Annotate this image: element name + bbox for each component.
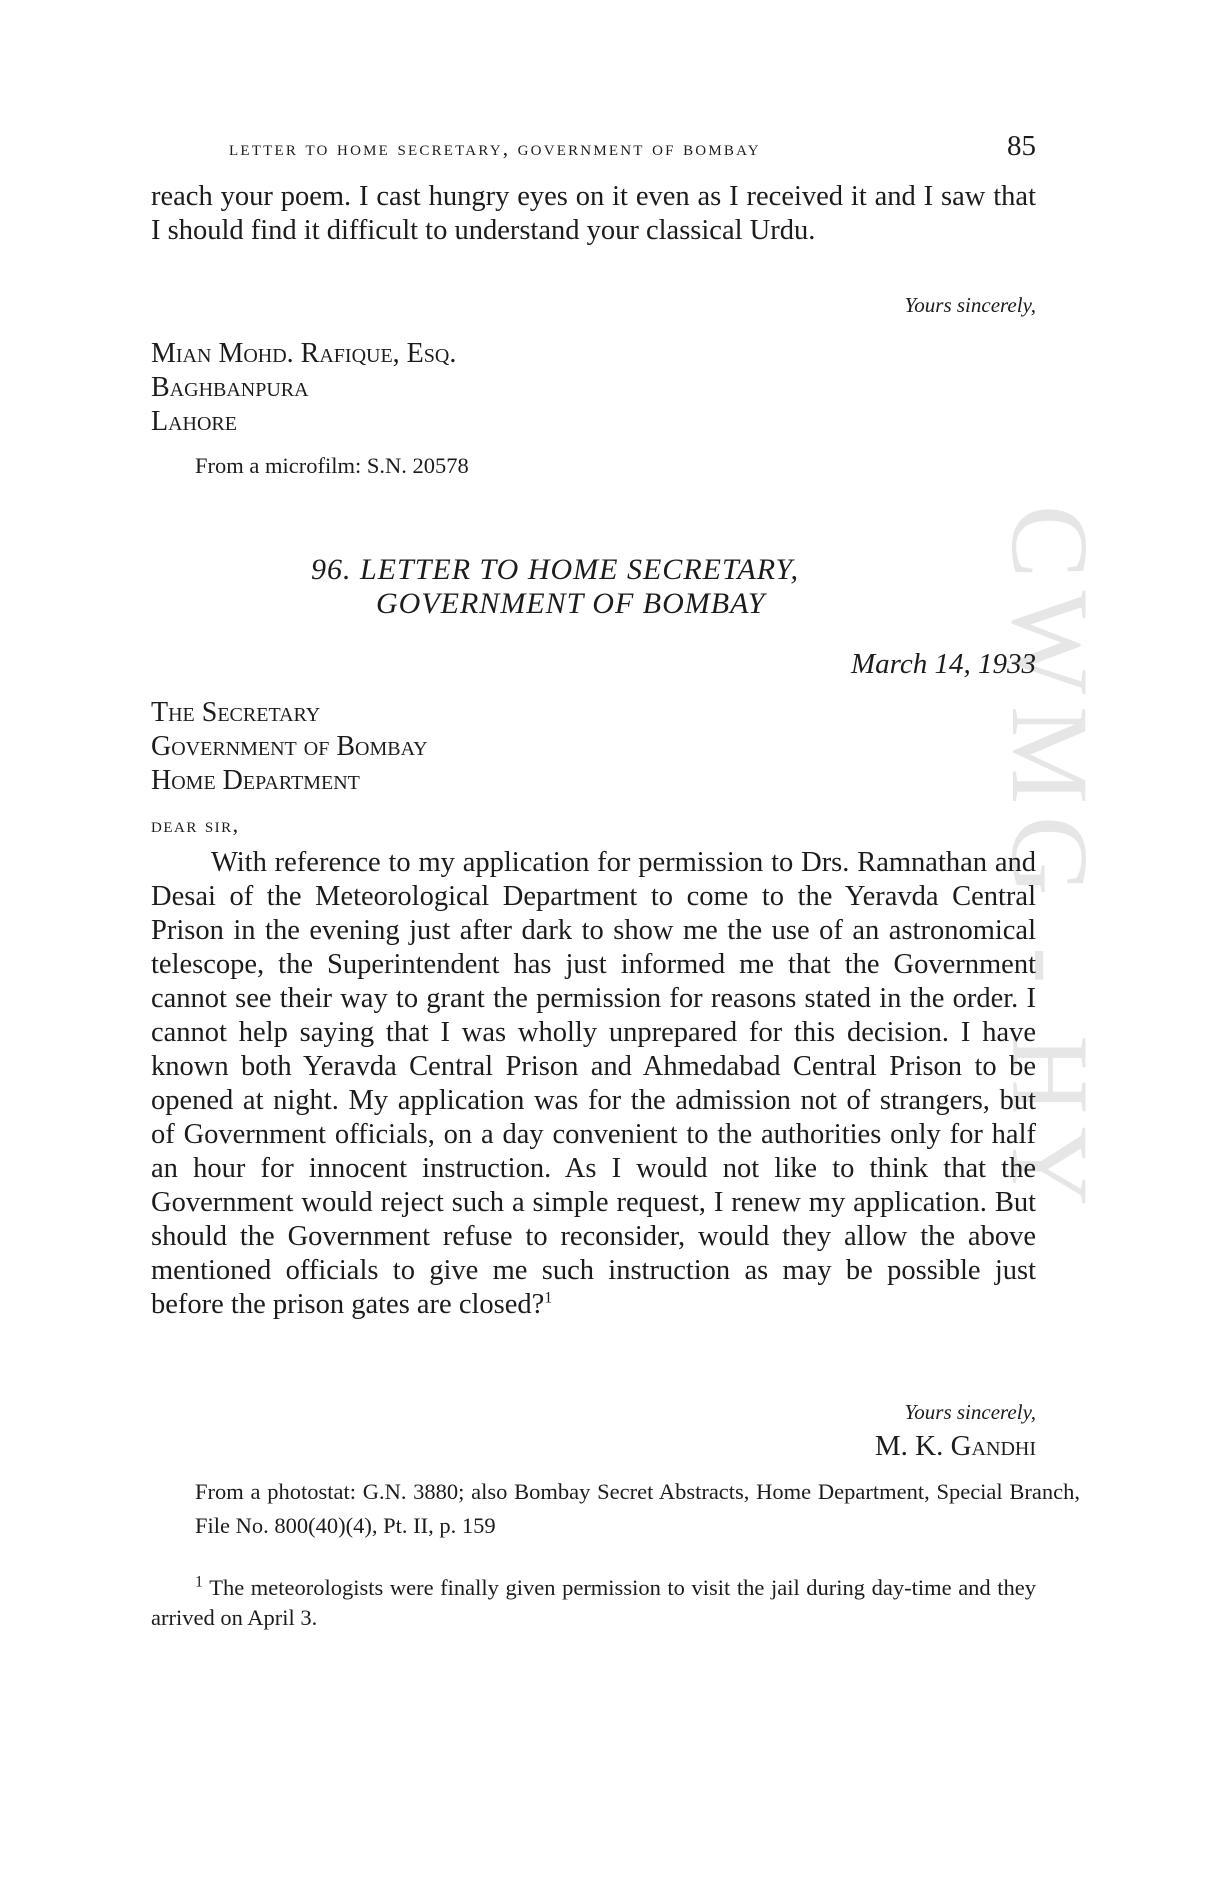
- footnote-text: The meteorologists were finally given permission to visit the jail during day-time and they arrived on April 3.: [151, 1575, 1037, 1630]
- letter-date: March 14, 1933: [851, 648, 1036, 680]
- running-head: [151, 130, 1036, 164]
- footnote-reference: 1: [544, 1289, 553, 1307]
- footnote: [151, 1573, 1036, 1633]
- address-line: Home Department: [151, 765, 360, 796]
- address-line: Government of Bombay: [151, 731, 428, 762]
- address-line: Baghbanpura: [151, 372, 309, 403]
- watermark-text: CWMG - HY: [989, 505, 1111, 1218]
- letter-closing: Yours sincerely,: [904, 1400, 1036, 1424]
- letter-address: [151, 696, 1036, 798]
- previous-letter-body: [151, 180, 1036, 248]
- address-line: Mian Mohd. Rafique, Esq.: [151, 338, 457, 369]
- address-line: Lahore: [151, 406, 237, 437]
- letter-title-line2: GOVERNMENT OF BOMBAY: [376, 587, 766, 620]
- letter-source: From a photostat: G.N. 3880; also Bombay Secret Abstracts, Home Department, Special Branch, File No. 800(40)(4), Pt. II, p. 159: [195, 1479, 1080, 1538]
- letter-title-line1: LETTER TO HOME SECRETARY,: [360, 553, 799, 586]
- salutation: dear sir,: [151, 812, 240, 837]
- previous-letter-text: reach your poem. I cast hungry eyes on it even as I received it and I saw that I should find it difficult to understand your classical Urdu.: [151, 181, 1036, 246]
- address-line: The Secretary: [151, 697, 321, 728]
- letter-body: [151, 846, 1036, 1322]
- page-number: 85: [1007, 130, 1036, 162]
- previous-letter-closing: Yours sincerely,: [904, 293, 1036, 317]
- signature: M. K. Gandhi: [874, 1430, 1036, 1462]
- footnote-mark: 1: [195, 1573, 203, 1591]
- letter-body-text: With reference to my application for permission to Drs. Ramnathan and Desai of the Meteorological Department to come to the Yeravda Central Prison in the evening just after dark to show me the use of an astronomical telescope, the Superintendent has just informed me that the Government cannot see their way to grant the permission for reasons stated in the order. I cannot help saying that I was wholly unprepared for this decision. I have known both Yeravda Central Prison and Ahmedabad Central Prison to be opened at night. My application was for the admission not of strangers, but of Government officials, on a day convenient to the authorities only for half an hour for innocent instruction. As I would not like to think that the Government would reject such a simple request, I renew my application. But should the Government refuse to reconsider, would they allow the above mentioned officials to give me such instruction as may be possible just before the prison gates are closed?: [151, 847, 1036, 1320]
- previous-letter-address: [151, 337, 1036, 439]
- running-head-title: letter to home secretary, government of bombay: [229, 136, 761, 160]
- previous-letter-source: From a microfilm: S.N. 20578: [195, 453, 469, 478]
- letter-number: 96.: [311, 553, 352, 586]
- letter-heading: [311, 553, 799, 621]
